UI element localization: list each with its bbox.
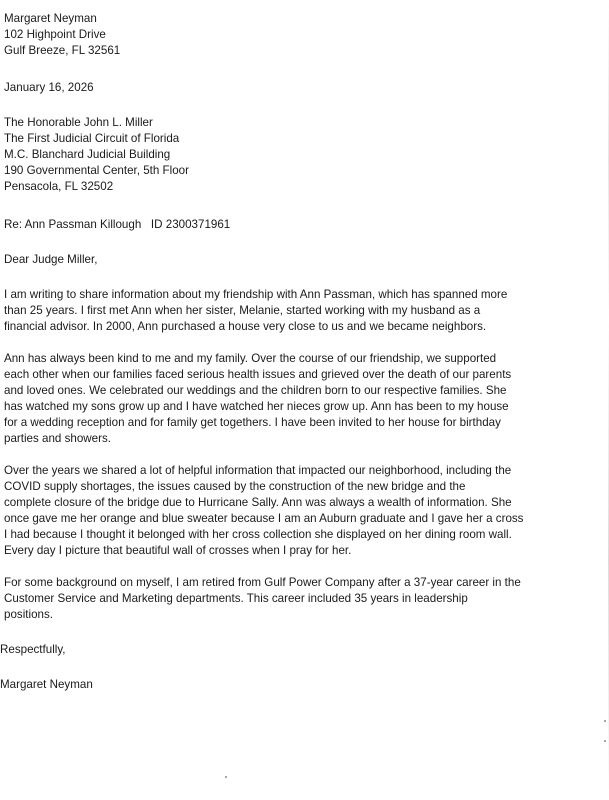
recipient-line-5: Pensacola, FL 32502 bbox=[4, 180, 114, 193]
paragraph-line: than 25 years. I first met Ann when her sister, Melanie, started working with my husband as a bbox=[4, 304, 481, 317]
paragraph-line: I am writing to share information about my friendship with Ann Passman, which has spanned more bbox=[4, 288, 508, 301]
paragraph-line: positions. bbox=[4, 608, 53, 621]
salutation-text: Dear Judge Miller, bbox=[4, 253, 98, 266]
paragraph-1 bbox=[4, 287, 524, 335]
paragraph-line: COVID supply shortages, the issues caused by the construction of the new bridge and the bbox=[4, 480, 466, 493]
letter-body bbox=[0, 11, 524, 693]
paragraph-line: complete closure of the bridge due to Hurricane Sally. Ann was always a wealth of information. She bbox=[4, 496, 512, 509]
letter-date bbox=[4, 80, 524, 96]
subject-line bbox=[4, 217, 524, 233]
paragraph-line: has watched my sons grow up and I have watched her nieces grow up. Ann has been to my house bbox=[4, 400, 509, 413]
paragraph-line: Every day I picture that beautiful wall of crosses when I pray for her. bbox=[4, 544, 352, 557]
sender-street: 102 Highpoint Drive bbox=[4, 28, 106, 41]
sender-address bbox=[4, 11, 524, 59]
recipient-line-2: The First Judicial Circuit of Florida bbox=[4, 132, 180, 145]
recipient-line-4: 190 Governmental Center, 5th Floor bbox=[4, 164, 189, 177]
recipient-line-3: M.C. Blanchard Judicial Building bbox=[4, 148, 171, 161]
paragraph-3 bbox=[4, 463, 524, 559]
recipient-line-1: The Honorable John L. Miller bbox=[4, 116, 153, 129]
paragraph-line: for a wedding reception and for family get togethers. I have been invited to her house for birthday bbox=[4, 416, 501, 429]
paragraph-2 bbox=[4, 351, 524, 447]
closing-text: Respectfully, bbox=[0, 643, 66, 656]
paragraph-line: Over the years we shared a lot of helpful information that impacted our neighborhood, including the bbox=[4, 464, 512, 477]
paragraph-line: Customer Service and Marketing departments. This career included 35 years in leadership bbox=[4, 592, 468, 605]
paragraph-line: financial advisor. In 2000, Ann purchased a house very close to us and we became neighbors. bbox=[4, 320, 487, 333]
subject-text: Re: Ann Passman Killough ID 2300371961 bbox=[4, 218, 231, 231]
scan-speck bbox=[604, 740, 606, 742]
scan-speck bbox=[225, 776, 227, 778]
signature-name: Margaret Neyman bbox=[0, 678, 93, 691]
recipient-address bbox=[4, 115, 524, 195]
paragraph-line: and loved ones. We celebrated our weddings and the children born to our respective families. She bbox=[4, 384, 507, 397]
date-text: January 16, 2026 bbox=[4, 81, 94, 94]
paragraph-line: parties and showers. bbox=[4, 432, 111, 445]
signature bbox=[0, 677, 524, 693]
paragraph-line: Ann has always been kind to me and my family. Over the course of our friendship, we supported bbox=[4, 352, 497, 365]
paragraph-line: For some background on myself, I am retired from Gulf Power Company after a 37-year career in the bbox=[4, 576, 521, 589]
salutation bbox=[4, 252, 524, 268]
sender-city: Gulf Breeze, FL 32561 bbox=[4, 44, 121, 57]
paragraph-line: I had because I thought it belonged with her cross collection she displayed on her dining room wall. bbox=[4, 528, 512, 541]
sender-name: Margaret Neyman bbox=[4, 12, 97, 25]
paragraph-line: once gave me her orange and blue sweater because I am an Auburn graduate and I gave her a cross bbox=[4, 512, 524, 525]
scan-speck bbox=[604, 720, 606, 722]
closing bbox=[0, 642, 524, 658]
paragraph-line: each other when our families faced serious health issues and grieved over the death of our parents bbox=[4, 368, 512, 381]
paragraph-4 bbox=[4, 575, 524, 623]
